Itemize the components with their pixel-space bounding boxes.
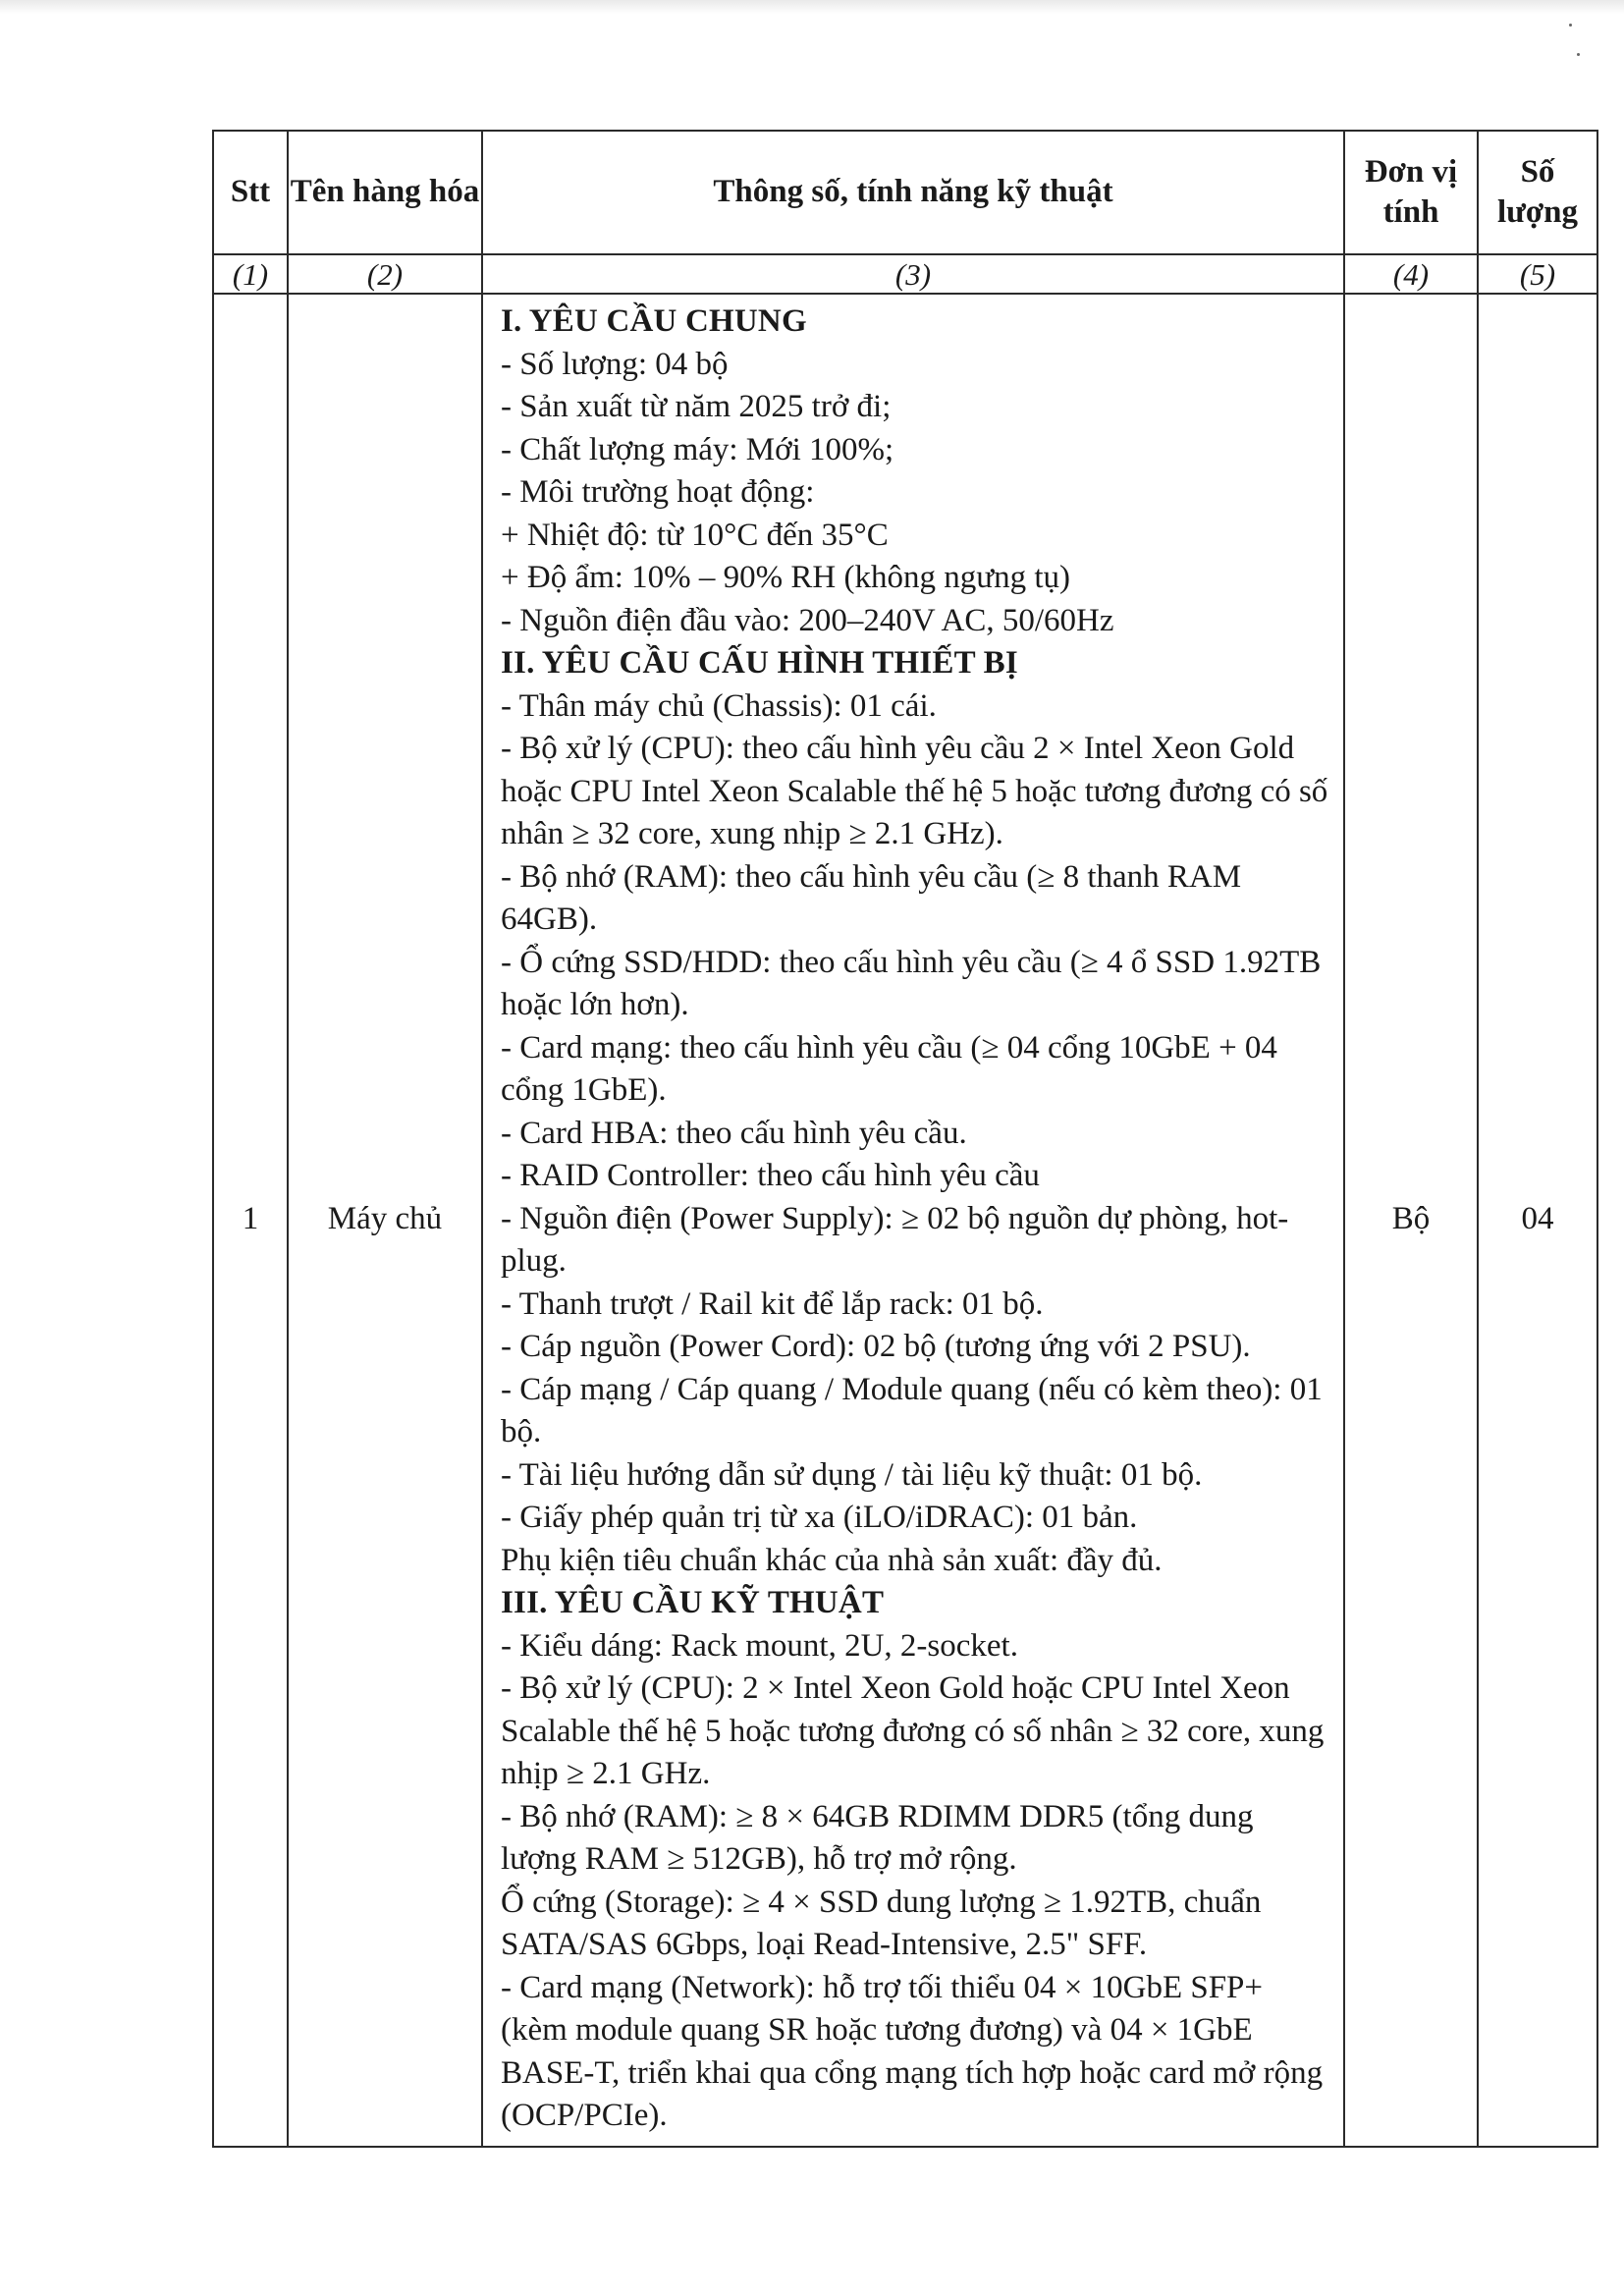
- spec-line: + Độ ẩm: 10% – 90% RH (không ngưng tụ): [501, 560, 1071, 595]
- spec-line: - Giấy phép quản trị từ xa (iLO/iDRAC): 01 bản.: [501, 1500, 1138, 1535]
- header-name: Tên hàng hóa: [288, 131, 482, 254]
- spec-table: [212, 130, 1598, 2148]
- spec-line: - Card mạng: theo cấu hình yêu cầu (≥ 04 cổng 10GbE + 04 cổng 1GbE).: [501, 1029, 1277, 1108]
- spec-line: - Bộ xử lý (CPU): 2 × Intel Xeon Gold hoặc CPU Intel Xeon Scalable thế hệ 5 hoặc tương đương có số nhân ≥ 32 core, xung nhịp ≥ 2.1 GHz.: [501, 1670, 1325, 1791]
- spec-line: Ổ cứng (Storage): ≥ 4 × SSD dung lượng ≥ 1.92TB, chuẩn SATA/SAS 6Gbps, loại Read-Intensive, 2.5" SFF.: [501, 1884, 1262, 1962]
- spec-line: - Kiểu dáng: Rack mount, 2U, 2-socket.: [501, 1627, 1018, 1664]
- column-number: (5): [1478, 254, 1597, 294]
- spec-line: - Số lượng: 04 bộ: [501, 346, 729, 382]
- spec-line: - Bộ nhớ (RAM): theo cấu hình yêu cầu (≥ 8 thanh RAM 64GB).: [501, 858, 1242, 937]
- spec-line: - Cáp nguồn (Power Cord): 02 bộ (tương ứng với 2 PSU).: [501, 1329, 1251, 1364]
- spec-line: - Thanh trượt / Rail kit để lắp rack: 01 bộ.: [501, 1285, 1044, 1322]
- column-number: (1): [213, 254, 288, 294]
- spec-line: - Nguồn điện (Power Supply): ≥ 02 bộ nguồn dự phòng, hot-plug.: [501, 1200, 1289, 1279]
- header-qty: Số lượng: [1478, 131, 1597, 254]
- header-unit: Đơn vị tính: [1344, 131, 1478, 254]
- spec-lines: [501, 301, 1329, 2138]
- spec-line: - Card mạng (Network): hỗ trợ tối thiểu 04 × 10GbE SFP+ (kèm module quang SR hoặc tương đương) và 04 × 1GbE BASE-T, triển khai qua cổng mạng tích hợp hoặc card mở rộng (OCP/PCIe).: [501, 1969, 1324, 2133]
- row-name: Máy chủ: [288, 294, 482, 2147]
- spec-line: - Chất lượng máy: Mới 100%;: [501, 431, 894, 467]
- section-heading: III. YÊU CẦU KỸ THUẬT: [501, 1585, 885, 1620]
- spec-line: - Thân máy chủ (Chassis): 01 cái.: [501, 687, 937, 724]
- spec-line: - Tài liệu hướng dẫn sử dụng / tài liệu kỹ thuật: 01 bộ.: [501, 1456, 1203, 1493]
- spec-line: Phụ kiện tiêu chuẩn khác của nhà sản xuất: đầy đủ.: [501, 1542, 1163, 1578]
- header-spec: Thông số, tính năng kỹ thuật: [482, 131, 1344, 254]
- column-number-row: [213, 254, 1597, 294]
- scan-speck: [1577, 53, 1580, 56]
- spec-line: - Môi trường hoạt động:: [501, 474, 815, 510]
- row-unit: Bộ: [1344, 294, 1478, 2147]
- column-number: (3): [482, 254, 1344, 294]
- row-qty: 04: [1478, 294, 1597, 2147]
- header-stt: Stt: [213, 131, 288, 254]
- column-number: (2): [288, 254, 482, 294]
- column-number: (4): [1344, 254, 1478, 294]
- spec-line: - RAID Controller: theo cấu hình yêu cầu: [501, 1158, 1040, 1193]
- spec-line: + Nhiệt độ: từ 10°C đến 35°C: [501, 517, 889, 553]
- spec-line: - Cáp mạng / Cáp quang / Module quang (nếu có kèm theo): 01 bộ.: [501, 1371, 1323, 1449]
- spec-line: - Bộ nhớ (RAM): ≥ 8 × 64GB RDIMM DDR5 (tổng dung lượng RAM ≥ 512GB), hỗ trợ mở rộng.: [501, 1798, 1254, 1877]
- section-heading: II. YÊU CẦU CẤU HÌNH THIẾT BỊ: [501, 645, 1018, 681]
- spec-line: - Nguồn điện đầu vào: 200–240V AC, 50/60Hz: [501, 602, 1114, 638]
- row-spec: [482, 294, 1344, 2147]
- table-row: [213, 294, 1597, 2147]
- section-heading: I. YÊU CẦU CHUNG: [501, 303, 807, 339]
- scan-speck: [1569, 24, 1572, 27]
- spec-line: - Bộ xử lý (CPU): theo cấu hình yêu cầu 2 × Intel Xeon Gold hoặc CPU Intel Xeon Scalable thế hệ 5 hoặc tương đương có số nhân ≥ 32 core, xung nhịp ≥ 2.1 GHz).: [501, 731, 1328, 851]
- spec-line: - Card HBA: theo cấu hình yêu cầu.: [501, 1115, 967, 1151]
- scan-edge-shadow: [0, 0, 1624, 14]
- row-stt: 1: [213, 294, 288, 2147]
- spec-line: - Sản xuất từ năm 2025 trở đi;: [501, 389, 892, 424]
- header-row: [213, 131, 1597, 254]
- spec-line: - Ổ cứng SSD/HDD: theo cấu hình yêu cầu (≥ 4 ổ SSD 1.92TB hoặc lớn hơn).: [501, 944, 1322, 1022]
